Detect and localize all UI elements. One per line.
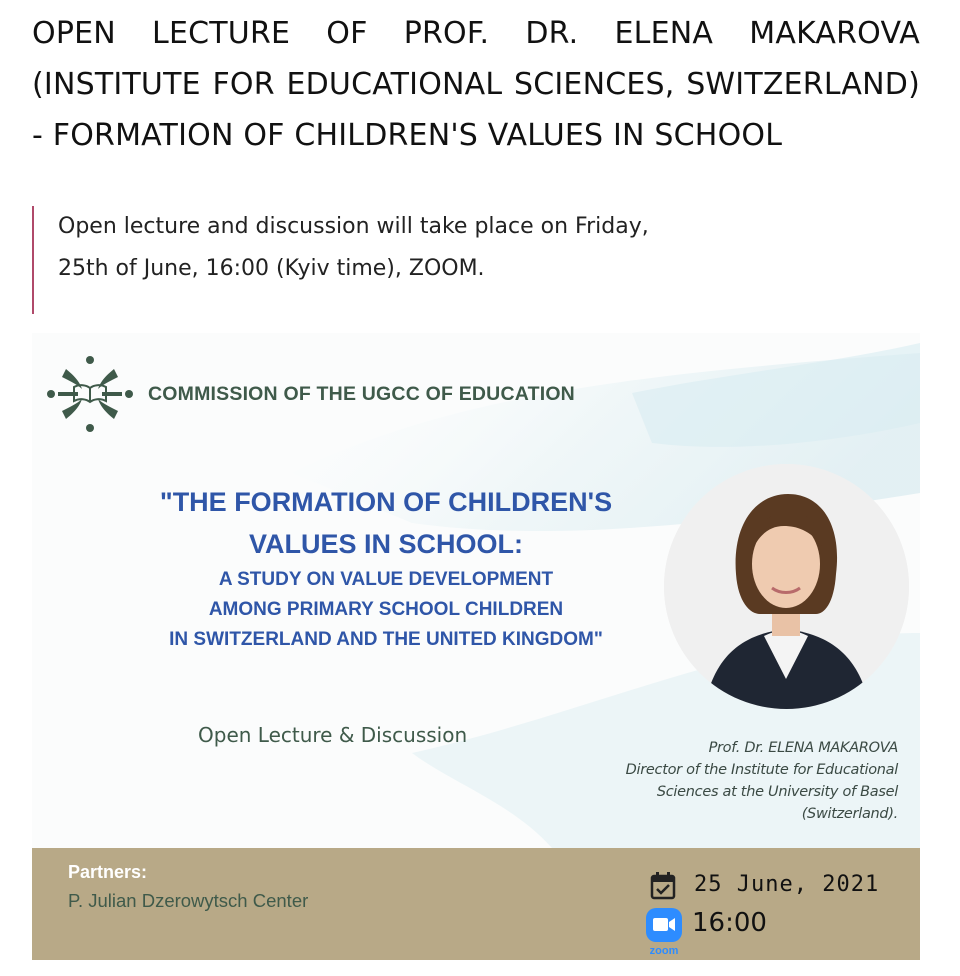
headline-line-2: (INSTITUTE FOR EDUCATIONAL SCIENCES, SWITZERLAND) (32, 67, 920, 102)
event-format: Open Lecture & Discussion (198, 723, 468, 747)
partners-label: Partners: (68, 862, 148, 882)
lecture-title (72, 481, 700, 655)
partner-name: P. Julian Dzerowytsch Center (68, 890, 309, 911)
title-line-2: VALUES IN SCHOOL: (248, 529, 523, 559)
article-headline (32, 8, 920, 161)
speaker-portrait (664, 464, 909, 709)
subtitle-line-1: A STUDY ON VALUE DEVELOPMENT (218, 569, 554, 590)
speaker-name: Prof. Dr. ELENA MAKAROVA (708, 740, 898, 756)
organization-name: COMMISSION OF THE UGCC OF EDUCATION (148, 383, 575, 405)
event-info-band (32, 848, 920, 960)
speaker-credit (626, 737, 898, 825)
zoom-label: zoom (649, 945, 679, 956)
subtitle-line-3: IN SWITZERLAND AND THE UNITED KINGDOM" (169, 629, 603, 650)
speaker-role-line-2: Sciences at the University of Basel (656, 784, 898, 800)
ugcc-education-commission-logo (42, 351, 142, 437)
intro-line-2: 25th of June, 16:00 (Kyiv time), ZOOM. (58, 256, 485, 281)
event-poster-image (32, 333, 920, 960)
calendar-check-icon (650, 872, 676, 900)
zoom-video-icon (644, 906, 684, 956)
title-line-1: "THE FORMATION OF CHILDREN'S (159, 487, 613, 517)
headline-line-3: - FORMATION OF CHILDREN'S VALUES IN SCHOOL (32, 118, 783, 153)
speaker-role-line-1: Director of the Institute for Educational (625, 762, 898, 778)
portrait-illustration (664, 464, 909, 709)
event-date: 25 June, 2021 (694, 872, 880, 897)
event-time: 16:00 (692, 908, 767, 938)
speaker-role-line-3: (Switzerland). (801, 806, 898, 822)
subtitle-line-2: AMONG PRIMARY SCHOOL CHILDREN (208, 599, 564, 620)
intro-quote (32, 206, 852, 314)
headline-line-1: OPEN LECTURE OF PROF. DR. ELENA MAKAROVA (32, 16, 920, 51)
intro-line-1: Open lecture and discussion will take place on Friday, (58, 214, 649, 239)
